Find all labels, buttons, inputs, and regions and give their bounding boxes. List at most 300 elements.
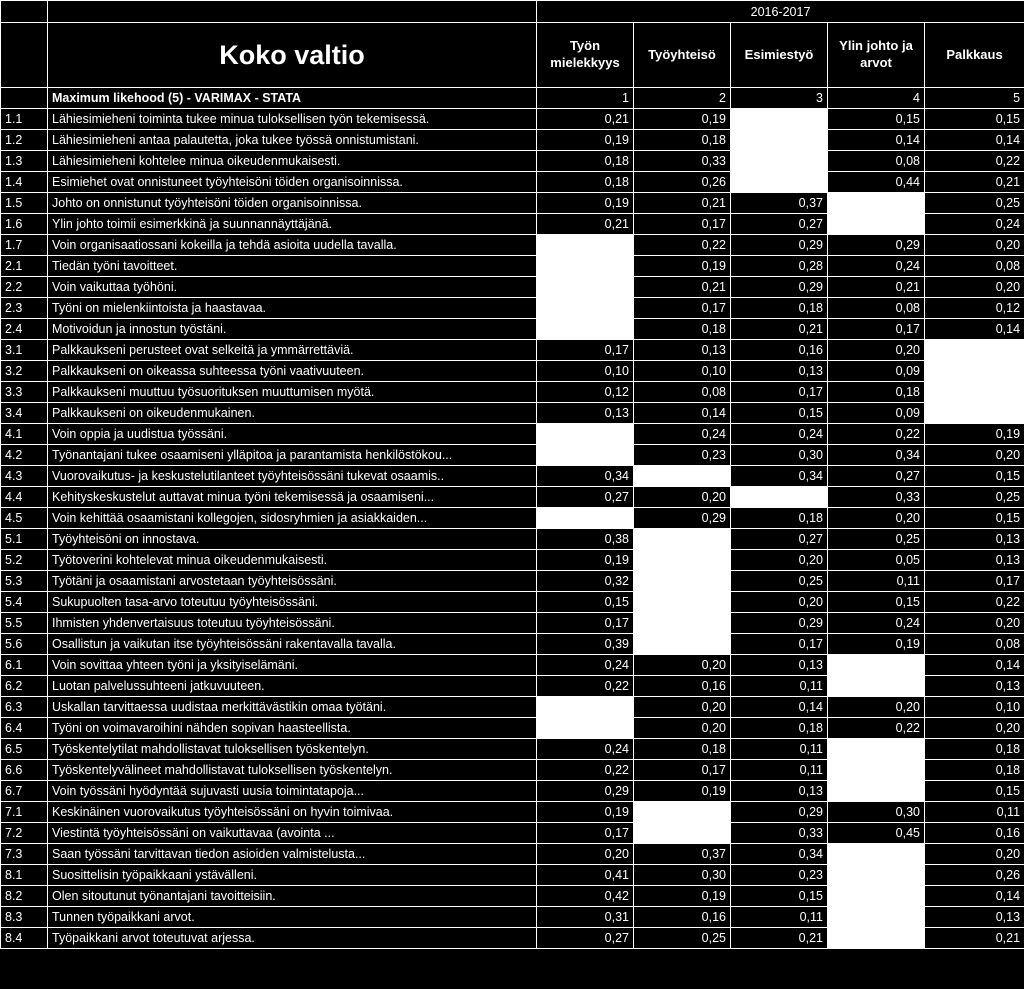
loading-value: 0,20	[634, 697, 731, 718]
loading-value: 0,29	[731, 277, 828, 298]
item-text: Voin oppia ja uudistua työssäni.	[48, 424, 537, 445]
item-text: Palkkaukseni on oikeudenmukainen.	[48, 403, 537, 424]
loading-value: 0,27	[731, 214, 828, 235]
table-row	[1, 172, 1024, 193]
factor-number: 1	[537, 88, 634, 109]
loading-value: 0,20	[925, 445, 1024, 466]
loading-value: 0,14	[925, 130, 1024, 151]
table-row	[1, 340, 1024, 361]
loading-value: 0,29	[634, 508, 731, 529]
item-code: 2.4	[1, 319, 48, 340]
loading-value: 0,27	[828, 466, 925, 487]
loading-value: 0,20	[925, 277, 1024, 298]
item-text: Kehityskeskustelut auttavat minua työni tekemisessä ja osaamiseni...	[48, 487, 537, 508]
loading-value: 0,31	[537, 907, 634, 928]
loading-value: 0,20	[731, 592, 828, 613]
item-code: 7.3	[1, 844, 48, 865]
loading-value: 0,24	[925, 214, 1024, 235]
loading-value: 0,19	[634, 886, 731, 907]
loading-value: 0,15	[828, 592, 925, 613]
table-row	[1, 697, 1024, 718]
item-code: 6.4	[1, 718, 48, 739]
blank-cell	[634, 823, 731, 844]
loading-value: 0,21	[634, 193, 731, 214]
item-code: 3.4	[1, 403, 48, 424]
loading-value: 0,20	[828, 697, 925, 718]
item-text: Tunnen työpaikkani arvot.	[48, 907, 537, 928]
loading-value: 0,17	[731, 382, 828, 403]
item-code: 6.2	[1, 676, 48, 697]
table-row	[1, 886, 1024, 907]
table-row	[1, 382, 1024, 403]
blank-cell	[537, 697, 634, 718]
loading-value: 0,12	[537, 382, 634, 403]
blank-cell	[634, 634, 731, 655]
item-code: 7.1	[1, 802, 48, 823]
loading-value: 0,16	[634, 907, 731, 928]
item-text: Voin sovittaa yhteen työni ja yksityiselämäni.	[48, 655, 537, 676]
blank-cell	[828, 760, 925, 781]
item-code: 5.3	[1, 571, 48, 592]
loading-value: 0,33	[828, 487, 925, 508]
loading-value: 0,14	[925, 655, 1024, 676]
loading-value: 0,22	[634, 235, 731, 256]
loading-value: 0,17	[537, 823, 634, 844]
blank-cell	[828, 865, 925, 886]
table-row	[1, 760, 1024, 781]
blank-cell	[731, 487, 828, 508]
loading-value: 0,23	[731, 865, 828, 886]
item-text: Työnantajani tukee osaamiseni ylläpitoa ja parantamista henkilöstökou...	[48, 445, 537, 466]
loading-value: 0,13	[634, 340, 731, 361]
item-text: Keskinäinen vuorovaikutus työyhteisössäni on hyvin toimivaa.	[48, 802, 537, 823]
blank-cell	[828, 844, 925, 865]
loading-value: 0,20	[828, 508, 925, 529]
loading-value: 0,19	[634, 781, 731, 802]
loading-value: 0,20	[925, 613, 1024, 634]
loading-value: 0,17	[828, 319, 925, 340]
factor-number: 4	[828, 88, 925, 109]
loading-value: 0,18	[925, 739, 1024, 760]
table-row	[1, 823, 1024, 844]
loading-value: 0,42	[537, 886, 634, 907]
blank-cell	[828, 781, 925, 802]
corner-cell	[1, 1, 48, 23]
item-text: Palkkaukseni muuttuu työsuorituksen muuttumisen myötä.	[48, 382, 537, 403]
loading-value: 0,18	[634, 319, 731, 340]
item-code: 2.3	[1, 298, 48, 319]
loading-value: 0,22	[537, 760, 634, 781]
loading-value: 0,29	[537, 781, 634, 802]
blank-cell	[731, 151, 828, 172]
column-header: Työyhteisö	[634, 23, 731, 88]
item-text: Lähiesimieheni kohtelee minua oikeudenmukaisesti.	[48, 151, 537, 172]
loading-value: 0,19	[634, 109, 731, 130]
loading-value: 0,18	[828, 382, 925, 403]
loading-value: 0,17	[634, 298, 731, 319]
item-code: 6.5	[1, 739, 48, 760]
table-row	[1, 193, 1024, 214]
item-code: 8.2	[1, 886, 48, 907]
loading-value: 0,29	[828, 235, 925, 256]
table-row	[1, 718, 1024, 739]
loading-value: 0,39	[537, 634, 634, 655]
loading-value: 0,27	[537, 928, 634, 949]
loading-value: 0,45	[828, 823, 925, 844]
item-text: Saan työssäni tarvittavan tiedon asioiden valmistelusta...	[48, 844, 537, 865]
loading-value: 0,30	[731, 445, 828, 466]
item-code: 2.2	[1, 277, 48, 298]
loading-value: 0,17	[925, 571, 1024, 592]
loading-value: 0,15	[925, 466, 1024, 487]
table-row	[1, 739, 1024, 760]
loading-value: 0,14	[731, 697, 828, 718]
item-code: 4.2	[1, 445, 48, 466]
table-row	[1, 844, 1024, 865]
loading-value: 0,24	[537, 655, 634, 676]
loading-value: 0,18	[731, 718, 828, 739]
loading-value: 0,13	[731, 361, 828, 382]
loading-value: 0,20	[537, 844, 634, 865]
loading-value: 0,19	[634, 256, 731, 277]
loading-value: 0,15	[925, 109, 1024, 130]
loading-value: 0,16	[634, 676, 731, 697]
item-text: Voin vaikuttaa työhöni.	[48, 277, 537, 298]
loading-value: 0,19	[828, 634, 925, 655]
item-text: Lähiesimieheni toiminta tukee minua tuloksellisen työn tekemisessä.	[48, 109, 537, 130]
item-code: 4.1	[1, 424, 48, 445]
item-text: Lähiesimieheni antaa palautetta, joka tukee työssä onnistumistani.	[48, 130, 537, 151]
item-text: Työtoverini kohtelevat minua oikeudenmukaisesti.	[48, 550, 537, 571]
table-title: Koko valtio	[48, 23, 537, 88]
loading-value: 0,18	[731, 298, 828, 319]
loading-value: 0,19	[537, 193, 634, 214]
loading-value: 0,24	[634, 424, 731, 445]
loading-value: 0,20	[731, 550, 828, 571]
item-text: Sukupuolten tasa-arvo toteutuu työyhteisössäni.	[48, 592, 537, 613]
loading-value: 0,11	[925, 802, 1024, 823]
item-code: 5.1	[1, 529, 48, 550]
loading-value: 0,30	[634, 865, 731, 886]
table-row	[1, 214, 1024, 235]
loading-value: 0,11	[731, 676, 828, 697]
item-code: 5.5	[1, 613, 48, 634]
loading-value: 0,21	[537, 214, 634, 235]
item-code: 1.7	[1, 235, 48, 256]
loading-value: 0,10	[537, 361, 634, 382]
loading-value: 0,12	[925, 298, 1024, 319]
blank-cell	[634, 529, 731, 550]
blank-cell	[828, 739, 925, 760]
loading-value: 0,20	[634, 655, 731, 676]
item-code: 6.6	[1, 760, 48, 781]
table-body	[1, 109, 1024, 949]
item-code: 1.1	[1, 109, 48, 130]
loading-value: 0,17	[537, 340, 634, 361]
loading-value: 0,37	[731, 193, 828, 214]
loading-value: 0,20	[925, 235, 1024, 256]
table-row	[1, 802, 1024, 823]
table-row	[1, 361, 1024, 382]
item-code: 4.5	[1, 508, 48, 529]
loading-value: 0,08	[925, 634, 1024, 655]
column-header: Ylin johto ja arvot	[828, 23, 925, 88]
blank-cell	[537, 256, 634, 277]
table-row	[1, 130, 1024, 151]
item-code: 6.7	[1, 781, 48, 802]
item-text: Vuorovaikutus- ja keskustelutilanteet työyhteisössäni tukevat osaamis..	[48, 466, 537, 487]
loading-value: 0,22	[828, 424, 925, 445]
table-row	[1, 571, 1024, 592]
loading-value: 0,22	[925, 592, 1024, 613]
item-code: 3.3	[1, 382, 48, 403]
item-text: Motivoidun ja innostun työstäni.	[48, 319, 537, 340]
blank-cell	[634, 613, 731, 634]
item-code: 5.4	[1, 592, 48, 613]
table-row	[1, 634, 1024, 655]
table-row	[1, 109, 1024, 130]
item-code: 8.3	[1, 907, 48, 928]
loading-value: 0,25	[925, 193, 1024, 214]
table-row	[1, 613, 1024, 634]
blank-cell	[634, 571, 731, 592]
table-row	[1, 529, 1024, 550]
loading-value: 0,21	[731, 319, 828, 340]
column-header: Työn mielekkyys	[537, 23, 634, 88]
loading-value: 0,21	[731, 928, 828, 949]
item-code: 1.4	[1, 172, 48, 193]
blank-cell	[537, 298, 634, 319]
item-text: Työni on mielenkiintoista ja haastavaa.	[48, 298, 537, 319]
loading-value: 0,20	[634, 718, 731, 739]
item-text: Osallistun ja vaikutan itse työyhteisössäni rakentavalla tavalla.	[48, 634, 537, 655]
loading-value: 0,13	[925, 529, 1024, 550]
item-text: Viestintä työyhteisössäni on vaikuttavaa (avointa ...	[48, 823, 537, 844]
item-text: Työyhteisöni on innostava.	[48, 529, 537, 550]
blank-cell	[537, 319, 634, 340]
item-code: 4.3	[1, 466, 48, 487]
factor-number: 3	[731, 88, 828, 109]
item-code: 8.4	[1, 928, 48, 949]
item-code: 1.5	[1, 193, 48, 214]
loading-value: 0,15	[925, 781, 1024, 802]
loading-value: 0,33	[731, 823, 828, 844]
item-code: 5.6	[1, 634, 48, 655]
blank-cell	[634, 550, 731, 571]
loading-value: 0,18	[925, 760, 1024, 781]
blank-cell	[634, 802, 731, 823]
item-text: Uskallan tarvittaessa uudistaa merkittävästikin omaa työtäni.	[48, 697, 537, 718]
loading-value: 0,15	[925, 508, 1024, 529]
blank-cell	[828, 676, 925, 697]
blank-cell	[925, 361, 1024, 382]
loading-value: 0,21	[634, 277, 731, 298]
item-text: Työtäni ja osaamistani arvostetaan työyhteisössäni.	[48, 571, 537, 592]
loading-value: 0,25	[925, 487, 1024, 508]
blank-cell	[925, 340, 1024, 361]
item-text: Olen sitoutunut työnantajani tavoitteisiin.	[48, 886, 537, 907]
loading-value: 0,10	[925, 697, 1024, 718]
loading-value: 0,20	[828, 340, 925, 361]
item-code: 1.3	[1, 151, 48, 172]
loading-value: 0,44	[828, 172, 925, 193]
loading-value: 0,29	[731, 802, 828, 823]
table-row	[1, 319, 1024, 340]
loading-value: 0,34	[537, 466, 634, 487]
loading-value: 0,26	[925, 865, 1024, 886]
item-text: Ylin johto toimii esimerkkinä ja suunnannäyttäjänä.	[48, 214, 537, 235]
loading-value: 0,13	[537, 403, 634, 424]
loading-value: 0,19	[537, 130, 634, 151]
loading-value: 0,25	[731, 571, 828, 592]
table-row	[1, 298, 1024, 319]
loading-value: 0,15	[731, 403, 828, 424]
column-header: Palkkaus	[925, 23, 1024, 88]
blank-cell	[731, 109, 828, 130]
loading-value: 0,22	[537, 676, 634, 697]
method-label: Maximum likehood (5) - VARIMAX - STATA	[48, 88, 537, 109]
blank-cell	[537, 235, 634, 256]
loading-value: 0,25	[828, 529, 925, 550]
loading-value: 0,30	[828, 802, 925, 823]
table-row	[1, 235, 1024, 256]
empty-header-cell	[48, 1, 537, 23]
loading-value: 0,20	[925, 718, 1024, 739]
table-row	[1, 550, 1024, 571]
corner-cell-2	[1, 23, 48, 88]
item-text: Luotan palvelussuhteeni jatkuvuuteen.	[48, 676, 537, 697]
item-text: Voin työssäni hyödyntää sujuvasti uusia toimintatapoja...	[48, 781, 537, 802]
loading-value: 0,17	[537, 613, 634, 634]
loading-value: 0,20	[925, 844, 1024, 865]
loading-value: 0,13	[731, 781, 828, 802]
blank-cell	[537, 424, 634, 445]
loading-value: 0,08	[828, 151, 925, 172]
item-code: 3.1	[1, 340, 48, 361]
loading-value: 0,27	[537, 487, 634, 508]
table-row	[1, 781, 1024, 802]
blank-cell	[828, 907, 925, 928]
loading-value: 0,11	[731, 760, 828, 781]
factor-number: 5	[925, 88, 1024, 109]
table-row	[1, 676, 1024, 697]
loading-value: 0,18	[537, 172, 634, 193]
item-text: Työni on voimavaroihini nähden sopivan haasteellista.	[48, 718, 537, 739]
loading-value: 0,17	[634, 214, 731, 235]
loading-value: 0,13	[925, 550, 1024, 571]
loading-value: 0,18	[731, 508, 828, 529]
item-code: 1.6	[1, 214, 48, 235]
blank-cell	[828, 193, 925, 214]
loading-value: 0,37	[634, 844, 731, 865]
table-row	[1, 151, 1024, 172]
item-text: Voin organisaatiossani kokeilla ja tehdä asioita uudella tavalla.	[48, 235, 537, 256]
blank-cell	[537, 508, 634, 529]
loading-value: 0,14	[634, 403, 731, 424]
blank-cell	[828, 928, 925, 949]
item-text: Suosittelisin työpaikkaani ystävälleni.	[48, 865, 537, 886]
item-code: 8.1	[1, 865, 48, 886]
loading-value: 0,14	[925, 319, 1024, 340]
factor-number: 2	[634, 88, 731, 109]
loading-value: 0,41	[537, 865, 634, 886]
period-header: 2016-2017	[537, 1, 1024, 23]
blank-cell	[925, 382, 1024, 403]
loading-value: 0,11	[828, 571, 925, 592]
loading-value: 0,11	[731, 739, 828, 760]
table-row	[1, 508, 1024, 529]
loading-value: 0,08	[925, 256, 1024, 277]
loading-value: 0,34	[731, 466, 828, 487]
loading-value: 0,17	[634, 760, 731, 781]
loading-value: 0,25	[634, 928, 731, 949]
blank-cell	[634, 466, 731, 487]
item-code: 5.2	[1, 550, 48, 571]
loading-value: 0,28	[731, 256, 828, 277]
loading-value: 0,32	[537, 571, 634, 592]
loading-value: 0,15	[828, 109, 925, 130]
loading-value: 0,18	[634, 739, 731, 760]
loading-value: 0,19	[925, 424, 1024, 445]
item-code: 6.1	[1, 655, 48, 676]
loading-value: 0,14	[925, 886, 1024, 907]
column-header: Esimiestyö	[731, 23, 828, 88]
table-row	[1, 403, 1024, 424]
loading-value: 0,24	[828, 256, 925, 277]
blank-cell	[925, 403, 1024, 424]
item-text: Palkkaukseni on oikeassa suhteessa työni vaativuuteen.	[48, 361, 537, 382]
table-row	[1, 424, 1024, 445]
loading-value: 0,29	[731, 235, 828, 256]
item-text: Johto on onnistunut työyhteisöni töiden organisoinnissa.	[48, 193, 537, 214]
loading-value: 0,13	[731, 655, 828, 676]
loading-value: 0,11	[731, 907, 828, 928]
loading-value: 0,16	[925, 823, 1024, 844]
corner-cell-3	[1, 88, 48, 109]
loading-value: 0,22	[828, 718, 925, 739]
loading-value: 0,22	[925, 151, 1024, 172]
loading-value: 0,24	[537, 739, 634, 760]
item-text: Ihmisten yhdenvertaisuus toteutuu työyhteisössäni.	[48, 613, 537, 634]
loading-value: 0,21	[537, 109, 634, 130]
item-code: 7.2	[1, 823, 48, 844]
blank-cell	[537, 277, 634, 298]
loading-value: 0,05	[828, 550, 925, 571]
table-row	[1, 277, 1024, 298]
loading-value: 0,23	[634, 445, 731, 466]
item-code: 3.2	[1, 361, 48, 382]
loading-value: 0,08	[828, 298, 925, 319]
item-code: 4.4	[1, 487, 48, 508]
item-text: Työskentelyvälineet mahdollistavat tuloksellisen työskentelyn.	[48, 760, 537, 781]
loading-value: 0,21	[925, 928, 1024, 949]
item-code: 6.3	[1, 697, 48, 718]
item-text: Työskentelytilat mahdollistavat tuloksellisen työskentelyn.	[48, 739, 537, 760]
table-row	[1, 256, 1024, 277]
loading-value: 0,20	[634, 487, 731, 508]
blank-cell	[828, 655, 925, 676]
table-row	[1, 655, 1024, 676]
item-code: 2.1	[1, 256, 48, 277]
loading-value: 0,16	[731, 340, 828, 361]
loading-value: 0,26	[634, 172, 731, 193]
loading-value: 0,08	[634, 382, 731, 403]
table-row	[1, 907, 1024, 928]
loading-value: 0,13	[925, 676, 1024, 697]
loading-value: 0,19	[537, 550, 634, 571]
table-row	[1, 487, 1024, 508]
item-code: 1.2	[1, 130, 48, 151]
